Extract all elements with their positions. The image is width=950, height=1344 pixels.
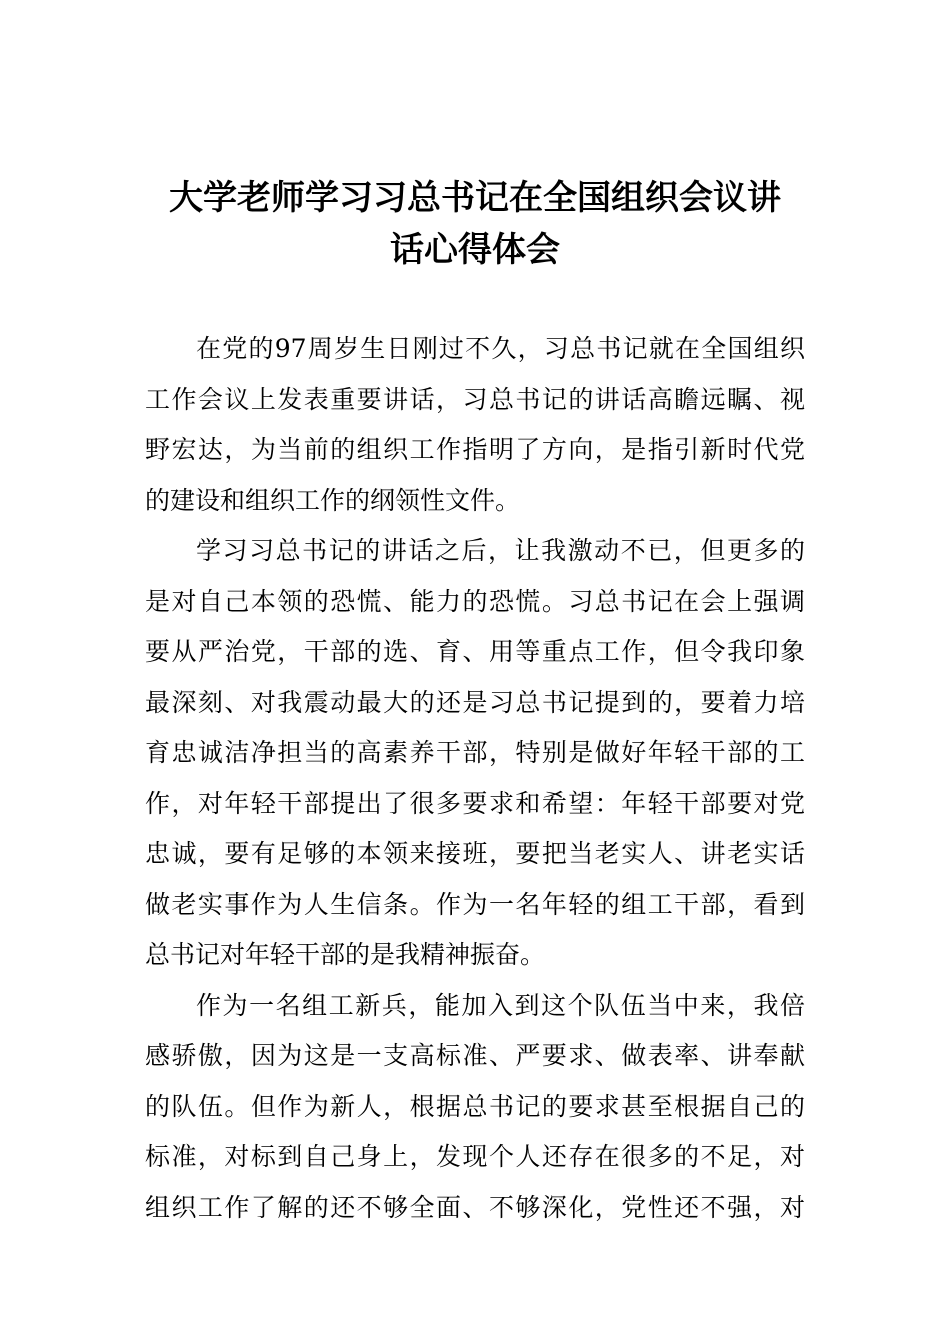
paragraph-1 (145, 324, 805, 526)
text-line: 感骄傲，因为这是一支高标准、严要求、做表率、讲奉献 (145, 1041, 805, 1070)
text-line: 总书记对年轻干部的是我精神振奋。 (145, 940, 546, 969)
text-line: 忠诚，要有足够的本领来接班，要把当老实人、讲老实话 (145, 839, 805, 868)
text-line: 组织工作了解的还不够全面、不够深化，党性还不强，对 (145, 1192, 805, 1222)
text-line: 野宏达，为当前的组织工作指明了方向，是指引新时代党 (145, 435, 805, 464)
text-line: 的建设和组织工作的纲领性文件。 (145, 485, 521, 515)
text-line: 育忠诚洁净担当的高素养干部，特别是做好年轻干部的工 (145, 738, 805, 767)
paragraph-3 (145, 981, 805, 1234)
text-line: 学习习总书记的讲话之后，让我激动不已，但更多的 (196, 536, 805, 565)
text-line: 作，对年轻干部提出了很多要求和希望：年轻干部要对党 (145, 788, 805, 818)
text-line: 要从严治党，干部的选、育、用等重点工作，但令我印象 (145, 637, 805, 666)
paragraph-2 (145, 526, 805, 981)
title-line: 话心得体会 (390, 230, 560, 270)
text-line: 最深刻、对我震动最大的还是习总书记提到的，要着力培 (145, 687, 805, 717)
title-line: 大学老师学习习总书记在全国组织会议讲 (169, 178, 781, 218)
text-line: 是对自己本领的恐慌、能力的恐慌。习总书记在会上强调 (145, 586, 805, 616)
document-title (145, 172, 805, 276)
text-line: 工作会议上发表重要讲话，习总书记的讲话高瞻远瞩、视 (145, 384, 805, 414)
document-body (145, 324, 805, 1233)
text-line: 在党的97周岁生日刚过不久，习总书记就在全国组织 (196, 334, 805, 363)
text-line: 做老实事作为人生信条。作为一名年轻的组工干部，看到 (145, 889, 805, 919)
text-line: 标准，对标到自己身上，发现个人还存在很多的不足，对 (145, 1142, 805, 1171)
text-line: 作为一名组工新兵，能加入到这个队伍当中来，我倍 (196, 990, 805, 1020)
text-line: 的队伍。但作为新人，根据总书记的要求甚至根据自己的 (145, 1091, 805, 1121)
